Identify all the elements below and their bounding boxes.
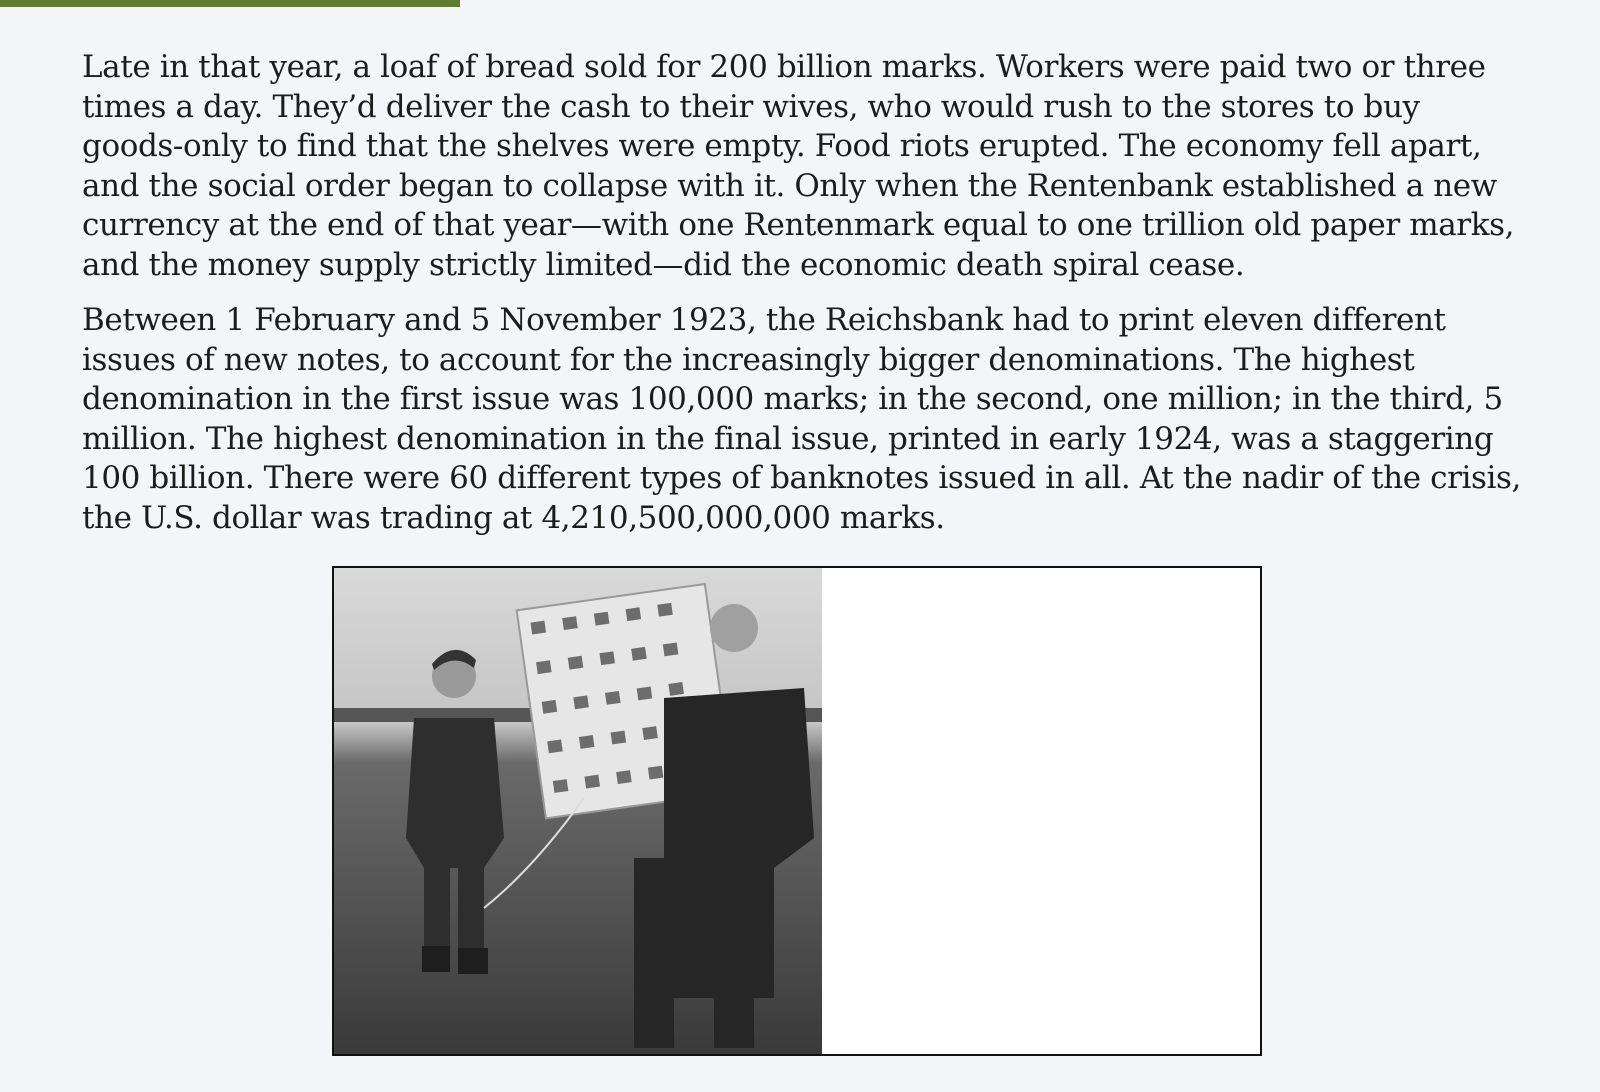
paragraph-bread-price: Late in that year, a loaf of bread sold for 200 billion marks. Workers were paid two or three times a day. They’d deliver the cash to their wives, who would rush to the stores to buy goods-only to find that the shelves were empty. Food riots erupted. The economy fell apart, and the social order began to collapse with it. Only when the Rentenbank established a new currency at the end of that year—with one Rentenmark equal to one trillion old paper marks, and the money supply strictly limited—did the economic death spiral cease. (82, 49, 1515, 283)
paragraph-reichsbank-notes: Between 1 February and 5 November 1923, the Reichsbank had to print eleven different issues of new notes, to account for the increasingly bigger denominations. The highest denomination in the first issue was 100,000 marks; in the second, one million; in the third, 5 million. The highest denomination in the final issue, printed in early 1924, was a staggering 100 billion. There were 60 different types of banknotes issued in all. At the nadir of the crisis, the U.S. dollar was trading at 4,210,500,000,000 marks. (82, 302, 1521, 536)
boys-with-banknote-kite-photo (334, 568, 822, 1054)
article-text (82, 48, 1522, 554)
top-accent-rule (0, 0, 460, 7)
figure-hyperinflation (332, 566, 1262, 1056)
